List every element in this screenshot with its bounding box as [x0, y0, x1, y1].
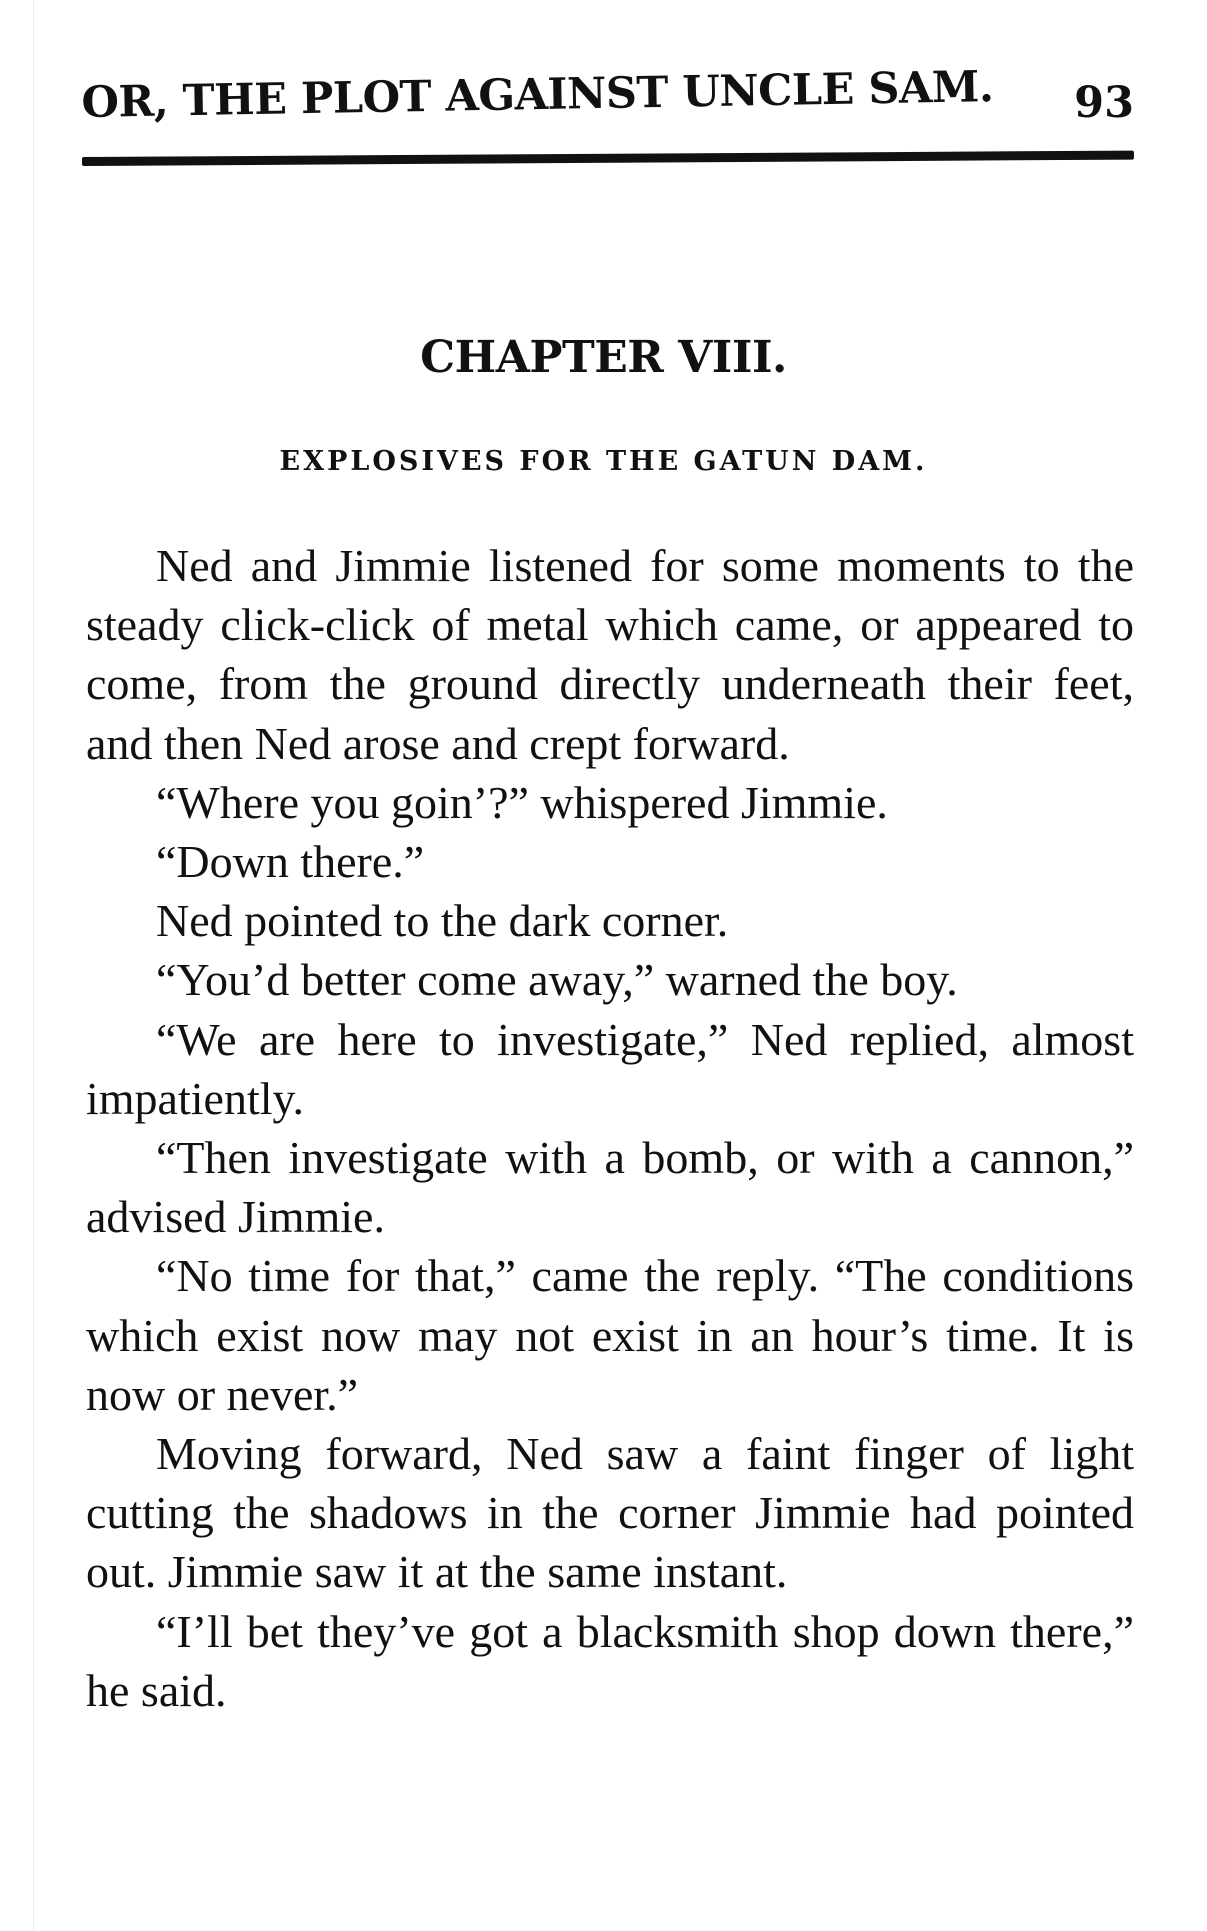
paragraph: Ned pointed to the dark corner. [156, 895, 729, 947]
paragraph: “Where you goin’?” whispered Jimmie. [156, 776, 888, 828]
paragraph: “No time for that,” came the reply. “The conditions which exist now may not exist in an hour’s time. It is now or never.” [86, 1250, 1134, 1420]
chapter-title: CHAPTER VIII. [420, 332, 787, 383]
paragraph: Moving forward, Ned saw a faint finger of light cutting the shadows in the corner Jimmie had pointed out. Jimmie saw it at the same instant. [86, 1428, 1134, 1598]
paragraph: “We are here to investigate,” Ned replied, almost impatiently. [86, 1013, 1134, 1124]
paragraph: “Then investigate with a bomb, or with a cannon,” advised Jimmie. [86, 1132, 1134, 1243]
page-number: 93 [1074, 78, 1134, 128]
paragraph: “I’ll bet they’ve got a blacksmith shop down there,” he said. [86, 1605, 1134, 1716]
paragraph: “Down there.” [156, 836, 425, 888]
running-title: OR, THE PLOT AGAINST UNCLE SAM. [81, 62, 994, 129]
chapter-subtitle: EXPLOSIVES FOR THE GATUN DAM. [279, 446, 928, 477]
body-text [86, 536, 1134, 1720]
header-rule [82, 151, 1134, 166]
page-edge-line [33, 0, 34, 1931]
paragraph: “You’d better come away,” warned the boy. [156, 954, 958, 1006]
paragraph: Ned and Jimmie listened for some moments to the steady click-click of metal which came, or appeared to come, from the ground directly underneath their feet, and then Ned arose and crept forward. [86, 540, 1134, 769]
running-head [81, 62, 1134, 148]
